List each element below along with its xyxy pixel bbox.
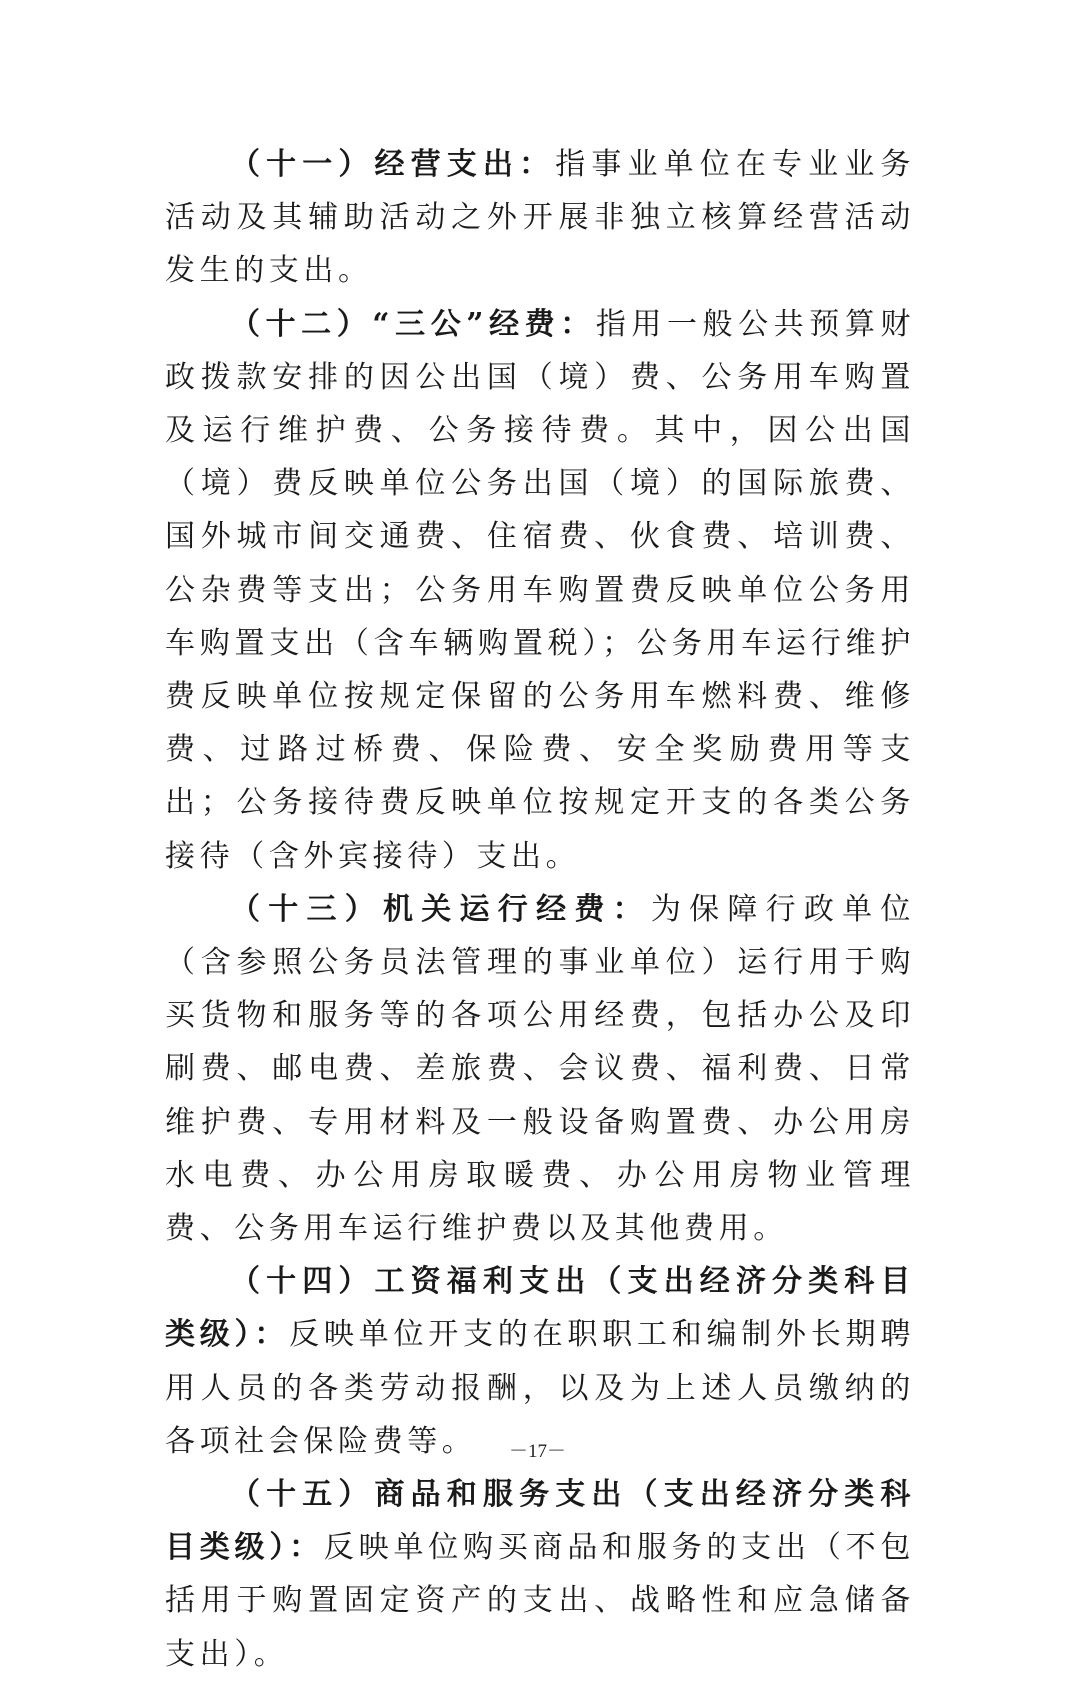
page-number: －17－ xyxy=(508,1441,566,1462)
term-three-public-funds: （十二）“三公”经费： xyxy=(230,306,596,342)
term-goods-services: （十五）商品和服务支出（支出经济分类科目类级）： xyxy=(165,1477,915,1566)
paragraph-goods-services xyxy=(165,1468,915,1681)
paragraph-operating-expenditure xyxy=(165,138,915,298)
definition-wages-welfare: 反映单位开支的在职职工和编制外长期聘用人员的各类劳动报酬，以及为上述人员缴纳的各项社会保险费等。 xyxy=(165,1317,915,1459)
paragraph-three-public-funds xyxy=(165,298,915,883)
definition-agency-operating-funds: 为保障行政单位（含参照公务员法管理的事业单位）运行用于购买货物和服务等的各项公用经费，包括办公及印刷费、邮电费、差旅费、会议费、福利费、日常维护费、专用材料及一般设备购置费、办公用房水电费、办公用房取暖费、办公用房物业管理费、公务用车运行维护费以及其他费用。 xyxy=(165,891,915,1247)
term-agency-operating-funds: （十三）机关运行经费： xyxy=(230,891,651,927)
term-wages-welfare: （十四）工资福利支出（支出经济分类科目类级）： xyxy=(165,1264,915,1353)
definition-operating-expenditure: 指事业单位在专业业务活动及其辅助活动之外开展非独立核算经营活动发生的支出。 xyxy=(165,147,915,289)
definition-three-public-funds: 指用一般公共预算财政拨款安排的因公出国（境）费、公务用车购置及运行维护费、公务接待费。其中，因公出国（境）费反映单位公务出国（境）的国际旅费、国外城市间交通费、住宿费、伙食费、培训费、公杂费等支出；公务用车购置费反映单位公务用车购置支出（含车辆购置税）；公务用车运行维护费反映单位按规定保留的公务用车燃料费、维修费、过路过桥费、保险费、安全奖励费用等支出；公务接待费反映单位按规定开支的各类公务接待（含外宾接待）支出。 xyxy=(165,306,915,874)
paragraph-agency-operating-funds xyxy=(165,883,915,1255)
definition-goods-services: 反映单位购买商品和服务的支出（不包括用于购置固定资产的支出、战略性和应急储备支出）。 xyxy=(165,1530,915,1672)
term-operating-expenditure: （十一）经营支出： xyxy=(230,147,556,182)
